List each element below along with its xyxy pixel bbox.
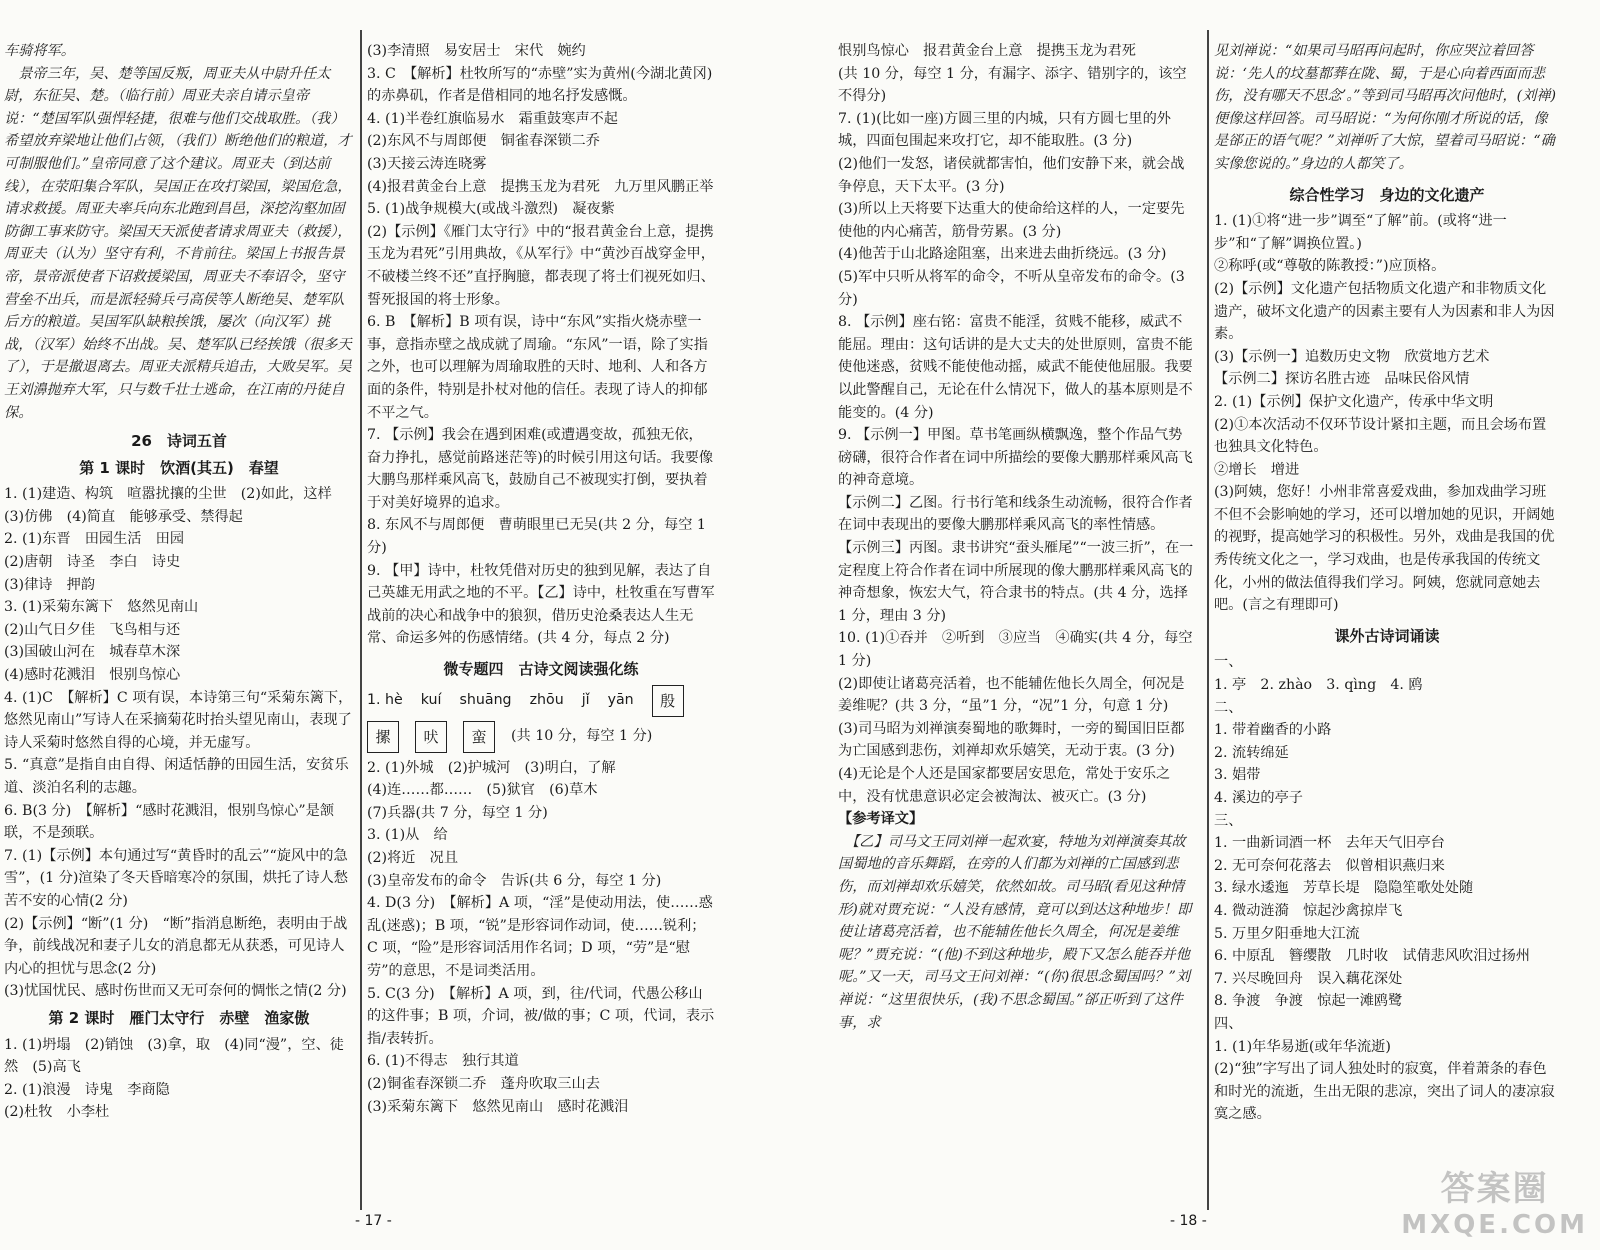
answer-item: 1. 一曲新词酒一杯 去年天气旧亭台	[1214, 835, 1445, 852]
answer-item: 三、	[1214, 812, 1243, 829]
score-note: (共 10 分，每空 1 分)	[511, 728, 653, 745]
answer-item: 5. “真意”是指自由自得、闲适恬静的田园生活，安贫乐道、淡泊名利的志趣。	[4, 757, 349, 796]
answer-item: (2)“独”字写出了词人独处时的寂寞，伴着萧条的春色和时光的流逝，生出无限的悲凉，突出了词人的凄凉寂寞之感。	[1214, 1061, 1555, 1123]
pinyin: jǐ	[581, 692, 590, 709]
answer-item: 6. 中原乱 簪缨散 几时收 试倩悲风吹泪过扬州	[1214, 948, 1530, 965]
answer-item: 二、	[1214, 699, 1243, 716]
answer-item: ②增长 增进	[1214, 461, 1300, 478]
answer-item: 9. 【示例一】甲图。草书笔画纵横飘逸，整个作品气势磅礴，很符合作者在词中所描绘的要像大鹏那样乘风高飞的神奇意境。	[838, 427, 1193, 489]
answer-item: (3)律诗 押韵	[4, 576, 96, 593]
column-divider	[1207, 30, 1209, 1210]
answer-item: (2)杜牧 小李杜	[4, 1104, 110, 1121]
answer-item: (2)铜雀春深锁二乔 蓬舟吹取三山去	[367, 1075, 600, 1092]
pinyin: zhōu	[529, 692, 564, 709]
watermark-text: 答案圈	[1440, 1169, 1549, 1209]
answer-item: 4. (1)半卷红旗临易水 霜重鼓寒声不起	[367, 110, 618, 127]
pinyin: shuāng	[459, 692, 512, 709]
answer-item: (7)兵器(共 7 分，每空 1 分)	[367, 804, 548, 821]
lesson-heading: 第 2 课时 雁门太守行 赤壁 渔家傲	[48, 1008, 310, 1027]
answer-item: (3)采菊东篱下 悠然见南山 感时花溅泪	[367, 1098, 629, 1115]
answer-item: 7. 兴尽晚回舟 误入藕花深处	[1214, 970, 1403, 987]
answer-item: (2)东风不与周郎便 铜雀春深锁二乔	[367, 133, 600, 150]
answer-item: (2)山气日夕佳 飞鸟相与还	[4, 621, 181, 638]
answer-item: 3. 绿水逶迤 芳草长堤 隐隐笙歌处处随	[1214, 880, 1474, 897]
answer-item: 2. (1)东晋 田园生活 田园	[4, 531, 185, 548]
answer-item: (2)将近 况且	[367, 850, 459, 866]
left-page-column-2	[367, 40, 715, 1215]
answer-item: ②称呼(或“尊敬的陈教授：”)应顶格。	[1214, 258, 1446, 275]
answer-item: (3)所以上天将要下达重大的使命给这样的人，一定要先使他的内心痛苦，筋骨劳累。(3 分)	[838, 201, 1185, 240]
pinyin: yān	[607, 692, 634, 709]
answer-item: 8. 【示例】座右铭：富贵不能淫，贫贱不能移，威武不能屈。理由：这句话讲的是大丈夫的处世原则，富贵不能使他迷惑，贫贱不能使他动摇，威武不能使他屈服。我要以此警醒自己，无论在什么情况下，做人的基本原则是不能变的。(4 分)	[838, 314, 1193, 421]
answer-item: 4. D(3 分) 【解析】A 项，“淫”是使动用法，使……惑乱(迷惑)；B 项，“锐”是形容词作动词，使……锐利；C 项，“险”是形容词活用作名词；D 项，“劳”是“慰劳”的意思，不是词类活用。	[367, 895, 713, 979]
answer-item: (3)司马昭为刘禅演奏蜀地的歌舞时，一旁的蜀国旧臣都为亡国感到悲伤，刘禅却欢乐嬉笑，无动于衷。(3 分)	[838, 720, 1185, 760]
section-heading: 26 诗词五首	[131, 432, 227, 451]
section-heading: 综合性学习 身边的文化遗产	[1289, 185, 1485, 204]
answer-item: (2)唐朝 诗圣 李白 诗史	[4, 554, 181, 571]
pinyin: 1. hè	[367, 692, 403, 709]
answer-item: (5)军中只听从将军的命令，不听从皇帝发布的命令。(3 分)	[838, 268, 1190, 308]
answer-item: 6. B 【解析】B 项有误，诗中“东风”实指火烧赤壁一事，意指赤壁之战成就了周瑜。“东风”一语，除了实指之外，也可以理解为周瑜取胜的天时、地利、人和各方面的条件，特别是扑杖对他的信任。表现了诗人的抑郁不平之气。	[367, 314, 708, 421]
answer-item: 恨别鸟惊心 报君黄金台上意 提携玉龙为君死	[838, 43, 1136, 59]
right-page-column-1	[838, 40, 1196, 1215]
boxed-character: 吠	[415, 721, 447, 753]
answer-item: 2. (1)外城 (2)护城河 (3)明白，了解	[367, 759, 616, 776]
section-heading: 微专题四 古诗文阅读强化练	[443, 660, 639, 679]
answer-item: 6. (1)不得志 独行其道	[367, 1053, 519, 1070]
answer-item: 4. 溪边的亭子	[1214, 790, 1303, 806]
answer-item: (4)感时花溅泪 恨别鸟惊心	[4, 667, 181, 684]
answer-item: 1. (1)建造、构筑 喧嚣扰攘的尘世 (2)如此，这样 (3)仿佛 (4)简直 能够承受、禁得起	[4, 486, 347, 525]
answer-item: 四、	[1214, 1015, 1243, 1032]
watermark-url: MXQE.COM	[1401, 1210, 1588, 1240]
answer-item: (4)无论是个人还是国家都要居安思危，常处于安乐之中，没有忧患意识必定会被淘汰、被灭亡。(3 分)	[838, 766, 1171, 805]
answer-item: 1. (1)①将“进一步”调至“了解”前。(或将“进一步”和“了解”调换位置。)	[1214, 213, 1507, 252]
answer-item: (2)【示例】文化遗产包括物质文化遗产和非物质文化遗产，破坏文化遗产的因素主要有人为因素和非人为因素。	[1214, 280, 1555, 343]
answer-item: 3. 娼带	[1214, 767, 1261, 784]
column-divider	[360, 30, 362, 1210]
answer-item: 3. (1)采菊东篱下 悠然见南山	[4, 599, 199, 616]
answer-item: 一、	[1214, 654, 1243, 671]
answer-item: 【示例二】乙图。行书行笔和线条生动流畅，很符合作者在词中表现出的要像大鹏那样乘风高飞的率性情感。	[838, 494, 1193, 534]
answer-item: (2)【示例】“断”(1 分) “断”指消息断绝，表明由于战争，前线战况和妻子儿女的消息都无从获悉，可见诗人内心的担忧与思念(2 分)	[4, 915, 348, 977]
answer-item: 8. 东风不与周郎便 曹萌眼里已无吴(共 2 分，每空 1 分)	[367, 517, 711, 557]
answer-item: (4)报君黄金台上意 提携玉龙为君死 九万里风鹏正举	[367, 178, 714, 195]
answer-item: 7. (1)(比如一座)方圆三里的内城，只有方圆七里的外城，四面包围起来攻打它，却不能取胜。(3 分)	[838, 110, 1171, 150]
answer-item: 7. (1)【示例】本句通过写“黄昏时的乱云”“旋风中的急雪”，(1 分)渲染了冬天昏暗寒冷的氛围，烘托了诗人愁苦不安的心情(2 分)	[4, 847, 348, 909]
answer-item: 6. B(3 分) 【解析】“感时花溅泪，恨别鸟惊心”是颔联，不是颈联。	[4, 802, 335, 842]
answer-item: (3)阿姨，您好！小州非常喜爱戏曲，参加戏曲学习班不但不会影响她的学习，还可以增加她的见识，开阔她的视野，提高她学习的积极性。另外，戏曲是我国的优秀传统文化之一，学习戏曲，也是传承我国的传统文化，小州的做法值得我们学习。阿姨，您就同意她去吧。(言之有理即可)	[1214, 484, 1555, 614]
answer-item: 1. (1)年华易逝(或年华流逝)	[1214, 1038, 1391, 1055]
answer-item: (3)国破山河在 城春草木深	[4, 644, 181, 661]
boxed-character: 摞	[367, 721, 399, 753]
answer-item: (2)即使让诸葛亮活着，也不能辅佐他长久周全，何况是姜维呢？(共 3 分，“虽”1 分，“况”1 分，句意 1 分)	[838, 675, 1185, 715]
answer-item: (3)忧国忧民、感时伤世而又无可奈何的惆怅之情(2 分)	[4, 983, 347, 1000]
page-number-right: - 18 -	[1170, 1213, 1207, 1229]
answer-item: 1. 带着幽香的小路	[1214, 722, 1332, 739]
answer-item: 9. 【甲】诗中，杜牧凭借对历史的独到见解，表达了自己英雄无用武之地的不平。【乙】诗中，杜牧重在写曹军战前的决心和战争中的狼狈，借历史沧桑表达人生无常、命运多舛的伤感情绪。(共 4 分，每点 2 分)	[367, 562, 715, 647]
boxed-character-row	[367, 721, 715, 753]
answer-item: 1. (1)坍塌 (2)销蚀 (3)拿，取 (4)同“漫”，空、徒然 (5)高飞	[4, 1036, 344, 1076]
answer-item: 8. 争渡 争渡 惊起一滩鸥鹭	[1214, 993, 1403, 1010]
translation-text: 见刘禅说：“如果司马昭再问起时，你应哭泣着回答说：‘先人的坟墓都葬在陇、蜀，于是心向着西面而悲伤，没有哪天不思念’。”等到司马昭再次问他时，(刘禅)便像这样回答。司马昭说：“为何你刚才所说的话，像是郤正的语气呢？”刘禅听了大惊，望着司马昭说：“确实像您说的。”身边的人都笑了。	[1214, 43, 1557, 172]
answer-item: 2. (1)【示例】保护文化遗产，传承中华文明	[1214, 393, 1494, 410]
section-heading: 课外古诗词诵读	[1334, 626, 1440, 645]
answer-item: 4. 微动涟漪 惊起沙禽掠岸飞	[1214, 902, 1403, 919]
lesson-heading: 第 1 课时 饮酒(其五) 春望	[79, 458, 279, 477]
answer-item: (3)皇帝发布的命令 告诉(共 6 分，每空 1 分)	[367, 872, 662, 889]
answer-item: 4. (1)C 【解析】C 项有误，本诗第三句“采菊东篱下，悠然见南山”写诗人在采摘菊花时抬头望见南山，表现了诗人采菊时悠然自得的心境，并无虚写。	[4, 689, 353, 751]
answer-item: (2)【示例】《雁门太守行》中的“报君黄金台上意，提携玉龙为君死”引用典故，《从军行》中“黄沙百战穿金甲，不破楼兰终不还”直抒胸臆，都表现了将士们视死如归、誓死报国的将士形象。	[367, 223, 715, 308]
answer-item: (4)他苦于山北路途阻塞，出来进去曲折绕远。(3 分)	[838, 246, 1167, 263]
answer-item: 2. 流转绵延	[1214, 744, 1289, 761]
translation-text: 【乙】司马文王同刘禅一起欢宴，特地为刘禅演奏其故国蜀地的音乐舞蹈，在旁的人们都为刘禅的亡国感到悲伤，而刘禅却欢乐嬉笑，依然如故。司马昭(看见这种情形)就对贾充说：“人没有感情，竟可以到达这种地步！即使让诸葛亮活着，也不能辅佐他长久周全，何况是姜维呢？”贾充说：“(他)不到这种地步，殿下又怎么能吞并他呢。”又一天，司马文王问刘禅：“(你)很思念蜀国吗？”刘禅说：“这里很快乐，(我)不思念蜀国。”郤正听到了这件事，求	[838, 833, 1192, 1031]
left-page-column-1	[4, 40, 354, 1215]
boxed-character: 蛮	[463, 721, 495, 753]
boxed-character: 殷	[652, 685, 684, 717]
answer-item: (3)李清照 易安居士 宋代 婉约	[367, 43, 586, 59]
answer-item: 5. (1)战争规模大(或战斗激烈) 凝夜紫	[367, 201, 615, 218]
translation-text: 车骑将军。	[4, 43, 75, 59]
translation-text: 景帝三年，吴、楚等国反叛，周亚夫从中尉升任太尉，东征吴、楚。（临行前）周亚夫亲自请示皇帝说：“楚国军队强悍轻捷，很难与他们交战取胜。（我）希望放弃梁地让他们占领，（我们）断绝他们的粮道，才可制服他们。”皇帝同意了这个建议。周亚夫（到达前线），在荥阳集合军队，吴国正在攻打梁国，梁国危急，请求救援。周亚夫率兵向东北跑到昌邑，深挖沟壑加固防御工事来防守。梁国天天派使者请求周亚夫（救援），周亚夫（认为）坚守有利，不肯前往。梁国上书报告景帝，景帝派使者下诏救援梁国，周亚夫不奉诏令，坚守营垒不出兵，而是派轻骑兵弓高侯等人断绝吴、楚军队后方的粮道。吴国军队缺粮挨饿，屡次（向汉军）挑战，（汉军）始终不出战。吴、楚军队已经挨饿（很多天了），于是撤退离去。周亚夫派精兵追击，大败吴军。吴王刘濞抛弃大军，只与数千壮士逃命，在江南的丹徒自保。	[4, 65, 352, 421]
answer-item: (共 10 分，每空 1 分，有漏字、添字、错别字的，该空不得分)	[838, 65, 1187, 105]
answer-item: 5. C(3 分) 【解析】A 项，到，往/代词，代愚公移山的这件事；B 项，介词，被/做的事；C 项，代词，表示指/表转折。	[367, 985, 715, 1047]
reference-heading: 【参考译文】	[838, 811, 924, 828]
answer-item: 5. 万里夕阳垂地大江流	[1214, 925, 1360, 942]
answer-item: (3)天接云涛连晓雾	[367, 155, 487, 172]
answer-item: 3. C 【解析】杜牧所写的“赤壁”实为黄州(今湖北黄冈)的赤鼻矶，作者是借相同的地名抒发感慨。	[367, 65, 713, 105]
watermark-logo	[1401, 1161, 1588, 1240]
right-page-column-2	[1214, 40, 1560, 1215]
page-number-left: - 17 -	[355, 1213, 392, 1229]
answer-item: (2)①本次活动不仅环节设计紧扣主题，而且会场布置也独具文化特色。	[1214, 416, 1547, 456]
answer-item: (3)【示例一】追数历史文物 欣赏地方艺术	[1214, 348, 1490, 365]
answer-item: 【示例三】丙图。隶书讲究“蚕头雁尾”“一波三折”，在一定程度上符合作者在词中所展现的像大鹏那样乘风高飞的神奇想象，恢宏大气，符合隶书的特点。(共 4 分，选择 1 分，理由 3 分)	[838, 540, 1194, 624]
answer-item: 3. (1)从 给	[367, 827, 448, 844]
answer-item: (4)连……都…… (5)狱官 (6)草木	[367, 782, 598, 799]
answer-item: 2. (1)浪漫 诗鬼 李商隐	[4, 1081, 170, 1098]
pinyin: kuí	[420, 692, 442, 709]
pinyin-row	[367, 685, 715, 717]
answer-item: 2. 无可奈何花落去 似曾相识燕归来	[1214, 857, 1445, 874]
answer-item: (2)他们一发怒，诸侯就都害怕，他们安静下来，就会战争停息，天下太平。(3 分)	[838, 155, 1185, 195]
answer-item: 10. (1)①吞并 ②听到 ③应当 ④确实(共 4 分，每空 1 分)	[838, 630, 1198, 670]
answer-item: 【示例二】探访名胜古迹 品味民俗风情	[1214, 371, 1470, 388]
answer-item: 7. 【示例】我会在遇到困难(或遭遇变故，孤独无依，奋力挣扎，感觉前路迷茫等)的时候引用这句话。我要像大鹏鸟那样乘风高飞，鼓励自己不被现实打倒，要执着于对美好境界的追求。	[367, 427, 714, 511]
answer-item: 1. 亭 2. zhào 3. qìng 4. 鸥	[1214, 677, 1423, 694]
